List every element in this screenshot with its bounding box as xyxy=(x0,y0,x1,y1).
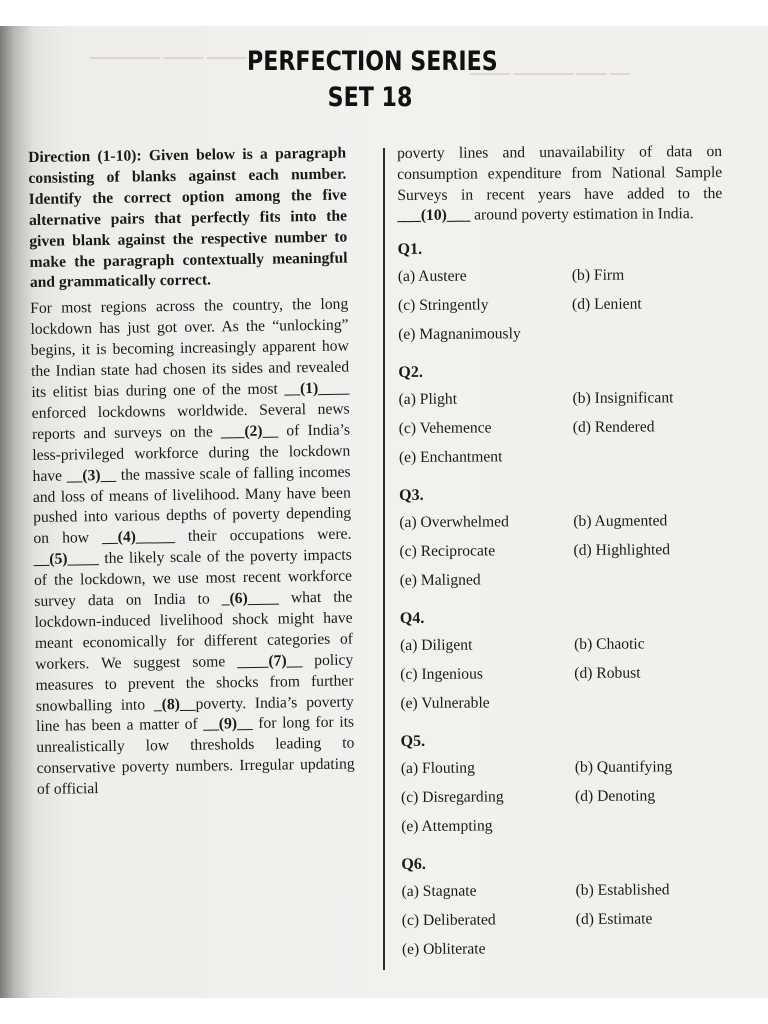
blank-6: _(6)____ xyxy=(221,589,280,608)
passage-text: For most regions across the country, the long lockdown has just got over. As the “unlocking” begins, it is becoming increasingly apparent how the Indian state had chosen its sides and revealed its elitist bias during one of the most xyxy=(30,295,350,401)
passage-text: policy measures to prevent the shocks from further snowballing into xyxy=(35,651,354,715)
passage-text: what the lockdown-induced livelihood shock might have meant economically for different categories of workers. We suggest some xyxy=(34,588,354,673)
blank-7: ____(7)__ xyxy=(237,651,303,670)
left-column xyxy=(28,144,355,801)
page-title xyxy=(247,44,498,116)
option-b[interactable]: (b) Quantifying xyxy=(574,758,673,777)
option-e[interactable]: (e) Attempting xyxy=(401,817,493,836)
option-d[interactable]: (d) Lenient xyxy=(571,295,642,314)
passage-text: the likely scale of the poverty impacts of the lockdown, we use most recent workforce survey data on India to xyxy=(33,546,353,610)
passage-text: their occupations were. xyxy=(187,525,352,546)
passage-text: of India’s less-privileged workforce during the lockdown have xyxy=(32,421,351,485)
right-column xyxy=(397,142,727,965)
series-title: PERFECTION SERIES xyxy=(247,46,498,77)
option-a[interactable]: (a) Stagnate xyxy=(401,882,477,901)
option-a[interactable]: (a) Plight xyxy=(398,390,458,409)
blank-2: ___(2)__ xyxy=(220,422,279,441)
blank-8: _(8)__ xyxy=(153,695,196,713)
column-divider xyxy=(383,148,385,970)
passage-text: poverty lines and unavailability of data on consumption expenditure from National Sample Surveys in recent years have added to the xyxy=(397,143,723,204)
blank-10: ___(10)___ xyxy=(397,206,471,225)
option-c[interactable]: (c) Disregarding xyxy=(400,788,504,807)
option-b[interactable]: (b) Insignificant xyxy=(572,389,674,408)
option-c[interactable]: (c) Vehemence xyxy=(398,419,492,438)
direction-text: Direction (1-10): Given below is a paragraph consisting of blanks against each number. Identify the correct option among the five alternative pairs that perfectly fits into the given blank against the respective number to make the paragraph contextually meaningful and grammatically correct. xyxy=(28,144,348,292)
blank-1: __(1)____ xyxy=(284,379,350,398)
question-label: Q2. xyxy=(398,364,423,382)
blank-3: __(3)__ xyxy=(66,466,117,485)
show-through-text: ▁▁▁▁ ▁▁▁▁▁▁ ▁▁▁ ▁▁ xyxy=(470,60,630,75)
question-label: Q4. xyxy=(399,610,425,628)
question-label: Q5. xyxy=(400,733,426,751)
option-c[interactable]: (c) Stringently xyxy=(397,296,489,315)
option-d[interactable]: (d) Denoting xyxy=(574,787,656,806)
option-e[interactable]: (e) Obliterate xyxy=(401,940,486,959)
option-c[interactable]: (c) Ingenious xyxy=(400,665,484,684)
question-label: Q6. xyxy=(401,856,426,874)
option-b[interactable]: (b) Chaotic xyxy=(574,635,645,654)
option-c[interactable]: (c) Reciprocate xyxy=(399,542,496,561)
option-b[interactable]: (b) Established xyxy=(575,881,670,900)
option-d[interactable]: (d) Highlighted xyxy=(573,541,671,560)
question-4 xyxy=(400,604,726,719)
option-e[interactable]: (e) Maligned xyxy=(399,571,481,590)
option-a[interactable]: (a) Overwhelmed xyxy=(399,513,509,532)
passage-text: for long for its unrealistically low thresholds leading to conservative poverty numbers. Irregular updating of official xyxy=(36,713,355,799)
question-label: Q3. xyxy=(399,487,424,505)
passage-text: poverty. xyxy=(195,694,247,713)
option-d[interactable]: (d) Estimate xyxy=(575,910,653,929)
question-6 xyxy=(401,850,727,965)
question-3 xyxy=(399,481,725,596)
option-a[interactable]: (a) Austere xyxy=(397,267,467,286)
set-title: SET 18 xyxy=(327,82,413,113)
passage-text: enforced lockdowns worldwide. Several news reports and surveys on the xyxy=(31,400,350,443)
option-a[interactable]: (a) Diligent xyxy=(400,636,473,655)
option-b[interactable]: (b) Firm xyxy=(571,266,625,285)
option-e[interactable]: (e) Vulnerable xyxy=(400,694,490,713)
question-1 xyxy=(398,235,724,350)
option-e[interactable]: (e) Enchantment xyxy=(398,448,503,467)
option-d[interactable]: (d) Rendered xyxy=(572,418,655,437)
option-e[interactable]: (e) Magnanimously xyxy=(398,325,521,344)
blank-9: __(9)__ xyxy=(203,715,253,734)
passage-text: the massive scale of falling incomes and loss of means of livelihood. Many have been pushed into various depths of poverty depending on how xyxy=(32,463,352,548)
question-5 xyxy=(401,727,727,842)
passage-paragraph xyxy=(30,295,355,801)
option-b[interactable]: (b) Augmented xyxy=(573,512,668,531)
passage-text: India’s poverty line has been a matter of xyxy=(35,693,354,736)
question-label: Q1. xyxy=(397,241,423,259)
passage-continuation xyxy=(397,142,723,227)
option-a[interactable]: (a) Flouting xyxy=(400,759,475,778)
option-c[interactable]: (c) Deliberated xyxy=(401,911,496,930)
option-d[interactable]: (d) Robust xyxy=(574,664,641,683)
blank-5: __(5)____ xyxy=(33,550,99,569)
passage-text: around poverty estimation in India. xyxy=(474,205,694,224)
show-through-text: ▁▁▁▁▁▁▁ ▁▁▁▁ ▁▁▁▁ xyxy=(90,44,247,59)
question-2 xyxy=(398,358,724,473)
blank-4: __(4)_____ xyxy=(102,528,175,547)
